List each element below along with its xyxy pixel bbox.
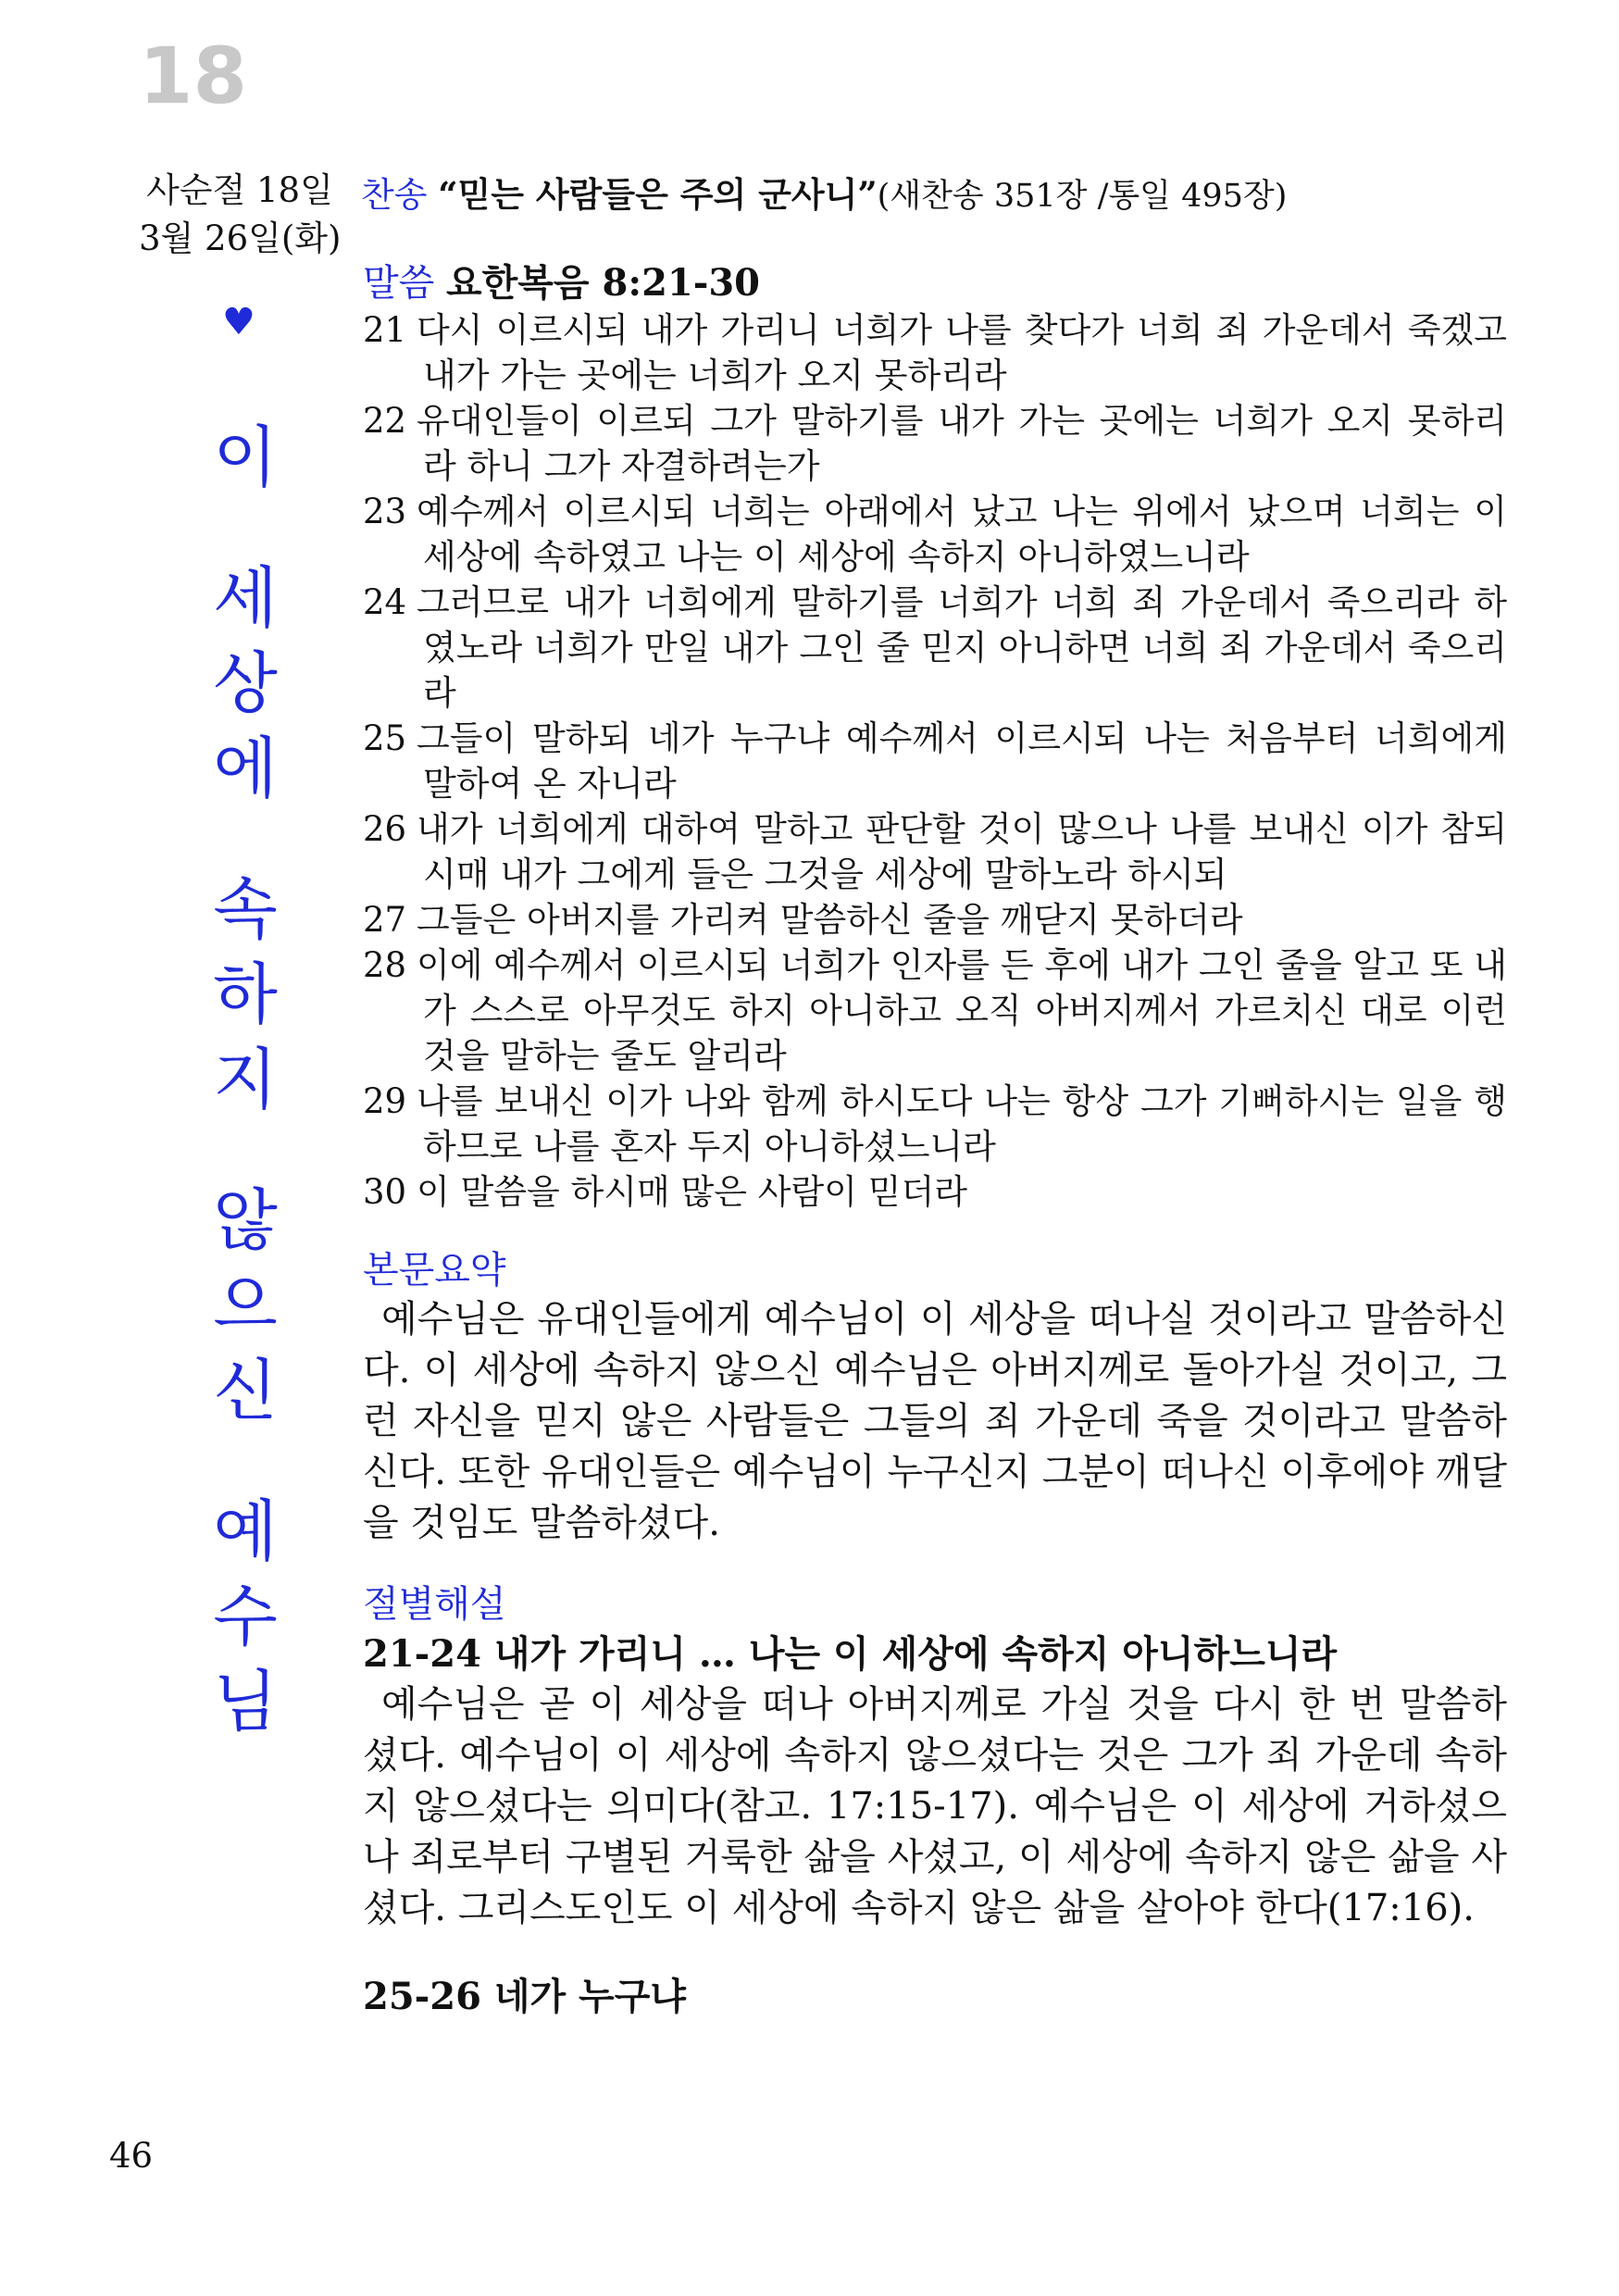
hymn-ref: (새찬송 351장 /통일 495장) [877,178,1288,215]
vertical-title-char: 에 [213,730,278,807]
vertical-title-char: 수 [213,1578,278,1655]
calendar-date: 3월 26일(화) [139,218,342,258]
verse [363,716,1507,806]
verse [363,806,1507,897]
vertical-title-char: 예 [213,1492,278,1570]
page-number: 46 [109,2136,154,2176]
main-content [363,170,1507,2022]
verse-number: 30 [363,1172,407,1212]
scripture-label: 말씀 [363,262,435,305]
verse-text: 그들이 말하되 네가 누구냐 예수께서 이르시되 나는 처음부터 너희에게 말하여 온 자니라 [417,718,1507,804]
vertical-title-char: 않 [213,1181,278,1259]
verse-number: 28 [363,945,407,985]
verse-number: 27 [363,900,407,940]
hymn-label: 찬송 [361,175,428,215]
vertical-title-char: 님 [213,1663,278,1741]
vertical-title-char: 신 [213,1352,278,1429]
vertical-title-char: 하 [213,955,278,1033]
page-label: 18 [139,31,247,121]
verse-number: 24 [363,582,407,622]
verse-text: 이에 예수께서 이르시되 너희가 인자를 든 후에 내가 그인 줄을 알고 또 내가 스스로 아무것도 하지 아니하고 오직 아버지께서 가르치신 대로 이런 것을 말하는 줄도 알리라 [417,945,1507,1076]
verse-text: 나를 보내신 이가 나와 함께 하시도다 나는 항상 그가 기뻐하시는 일을 행하므로 나를 혼자 두지 아니하셨느니라 [417,1081,1507,1167]
verse-number: 22 [363,401,407,441]
verse-number: 29 [363,1081,407,1121]
verse [363,942,1507,1079]
hymn-line [361,170,1507,220]
verse-number: 26 [363,809,407,849]
verse-text: 다시 이르시되 내가 가리니 너희가 나를 찾다가 너희 죄 가운데서 죽겠고 내가 가는 곳에는 너희가 오지 못하리라 [417,310,1507,395]
commentary-section-title: 21-24 내가 가리니 … 나는 이 세상에 속하지 아니하느니라 [363,1632,1338,1676]
vertical-title-char: 상 [213,644,278,722]
verse-text: 예수께서 이르시되 너희는 아래에서 났고 나는 위에서 났으며 너희는 이 세상에 속하였고 나는 이 세상에 속하지 아니하였느니라 [417,492,1507,577]
hymn-title: “믿는 사람들은 주의 군사니” [438,174,878,215]
commentary-heading: 절별해설 [363,1583,506,1626]
verse-text: 내가 너희에게 대하여 말하고 판단할 것이 많으나 나를 보내신 이가 참되시매 내가 그에게 들은 그것을 세상에 말하노라 하시되 [417,809,1507,894]
verse [363,307,1507,398]
vertical-title-char: 지 [213,1041,278,1118]
verse [363,1169,1507,1215]
verse-number: 25 [363,718,407,758]
season-day: 사순절 18일 [146,170,333,210]
vertical-title-char: 속 [213,870,278,948]
commentary-section-text: 예수님은 곧 이 세상을 떠나 아버지께로 가실 것을 다시 한 번 말씀하셨다. 예수님이 이 세상에 속하지 않으셨다는 것은 그가 죄 가운데 속하지 않으셨다는 의미다(참고. 17:15-17). 예수님은 이 세상에 거하셨으나 죄로부터 구별된 거룩한 삶을 사셨고, 이 세상에 속하지 않은 삶을 사셨다. 그리스도인도 이 세상에 속하지 않은 삶을 살아야 한다(17:16). [363,1683,1507,1929]
vertical-title-char: 으 [213,1267,278,1344]
vertical-title-char: 이 [213,418,278,496]
verse-text: 이 말씀을 하시매 많은 사람이 믿더라 [417,1172,967,1212]
verse [363,897,1507,942]
scripture-line [363,259,1507,307]
verse-text: 그들은 아버지를 가리켜 말씀하신 줄을 깨닫지 못하더라 [417,900,1243,940]
vertical-title [199,415,292,1744]
summary-heading: 본문요약 [363,1249,506,1292]
verse-number: 23 [363,492,407,531]
verse [363,398,1507,489]
verse-text: 유대인들이 이르되 그가 말하기를 내가 가는 곳에는 너희가 오지 못하리라 하니 그가 자결하려는가 [417,401,1507,486]
verse-list [363,307,1507,1215]
summary-text: 예수님은 유대인들에게 예수님이 이 세상을 떠나실 것이라고 말씀하신다. 이 세상에 속하지 않으신 예수님은 아버지께로 돌아가실 것이고, 그런 자신을 믿지 않은 사람들은 그들의 죄 가운데 죽을 것이라고 말씀하신다. 또한 유대인들은 예수님이 누구신지 그분이 떠나신 이후에야 깨달을 것임도 말씀하셨다. [363,1298,1507,1544]
verse-number: 21 [363,310,407,350]
verse-text: 그러므로 내가 너희에게 말하기를 너희가 너희 죄 가운데서 죽으리라 하였노라 너희가 만일 내가 그인 줄 믿지 아니하면 너희 죄 가운데서 죽으리라 [417,582,1507,713]
date-block [139,167,352,263]
scripture-ref: 요한복음 8:21-30 [446,261,761,305]
heart-icon: ♥ [222,301,255,343]
commentary-section-title: 25-26 네가 누구냐 [363,1975,686,2018]
verse [363,489,1507,580]
verse [363,1079,1507,1169]
vertical-title-char: 세 [213,559,278,637]
verse [363,580,1507,716]
